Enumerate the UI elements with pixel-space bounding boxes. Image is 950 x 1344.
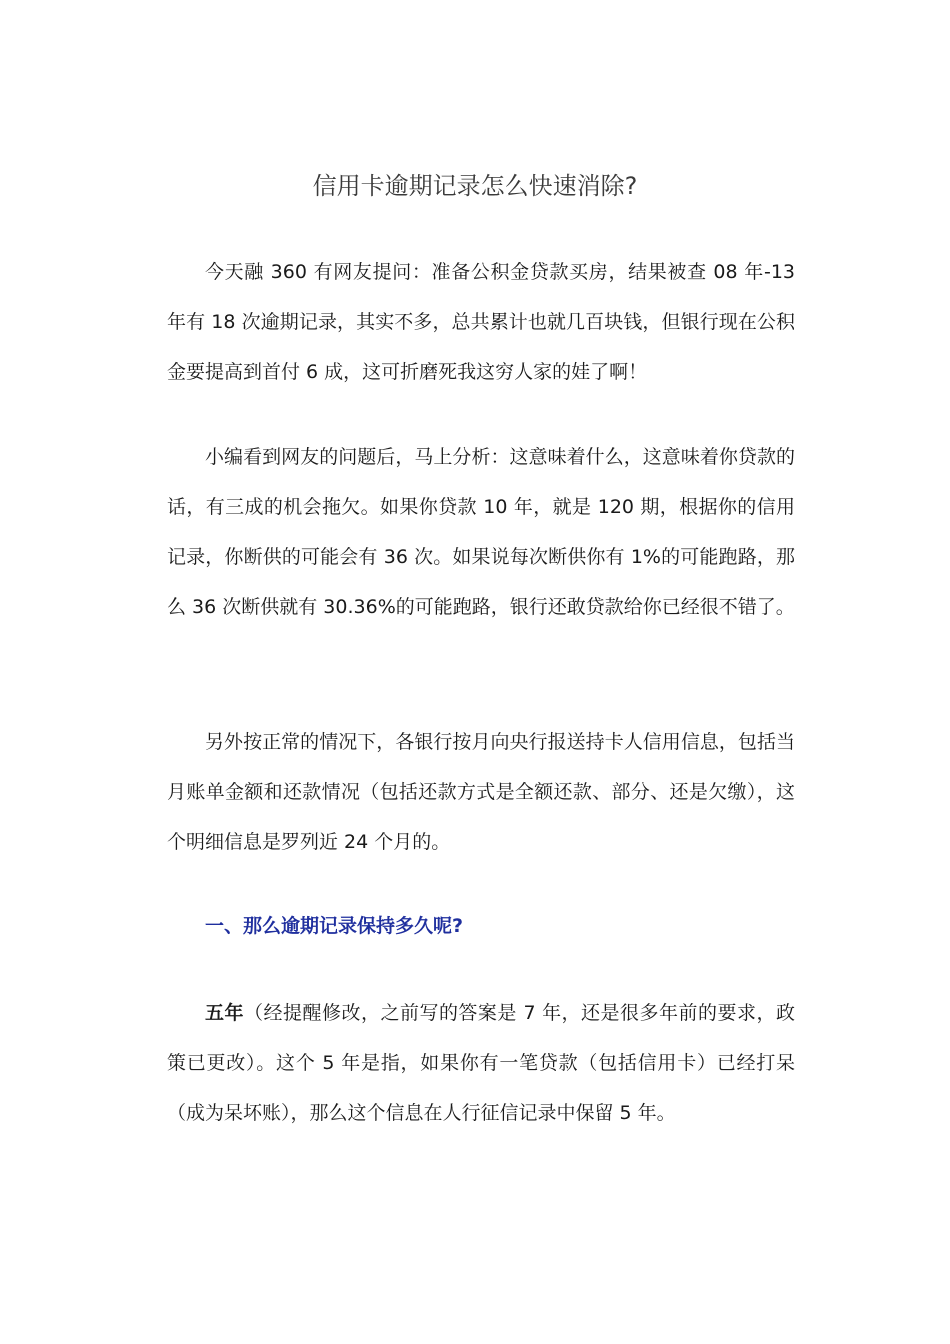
answer-body: （经提醒修改，之前写的答案是 7 年，还是很多年前的要求，政策已更改）。这个 5 年是指，如果你有一笔贷款（包括信用卡）已经打呆（成为呆坏账），那么这个信息在人行征信记录中保留 5 年。 bbox=[167, 1002, 795, 1124]
document-title: 信用卡逾期记录怎么快速消除? bbox=[312, 172, 638, 200]
paragraph-answer bbox=[167, 988, 795, 1138]
paragraph-question: 今天融 360 有网友提问：准备公积金贷款买房，结果被查 08 年-13 年有 18 次逾期记录，其实不多，总共累计也就几百块钱，但银行现在公积金要提高到首付 6 成，这可折磨死我这穷人家的娃了啊！ bbox=[167, 261, 795, 383]
answer-lead: 五年 bbox=[205, 1002, 244, 1024]
paragraph-analysis: 小编看到网友的问题后，马上分析：这意味着什么，这意味着你贷款的话，有三成的机会拖欠。如果你贷款 10 年，就是 120 期，根据你的信用记录，你断供的可能会有 36 次。如果说每次断供你有 1%的可能跑路，那么 36 次断供就有 30.36%的可能跑路，银行还敢贷款给你已经很不错了。 bbox=[167, 446, 795, 618]
section-heading: 一、那么逾期记录保持多久呢? bbox=[205, 915, 464, 937]
paragraph-credit-report: 另外按正常的情况下，各银行按月向央行报送持卡人信用信息，包括当月账单金额和还款情况（包括还款方式是全额还款、部分、还是欠缴），这个明细信息是罗列近 24 个月的。 bbox=[167, 731, 795, 853]
